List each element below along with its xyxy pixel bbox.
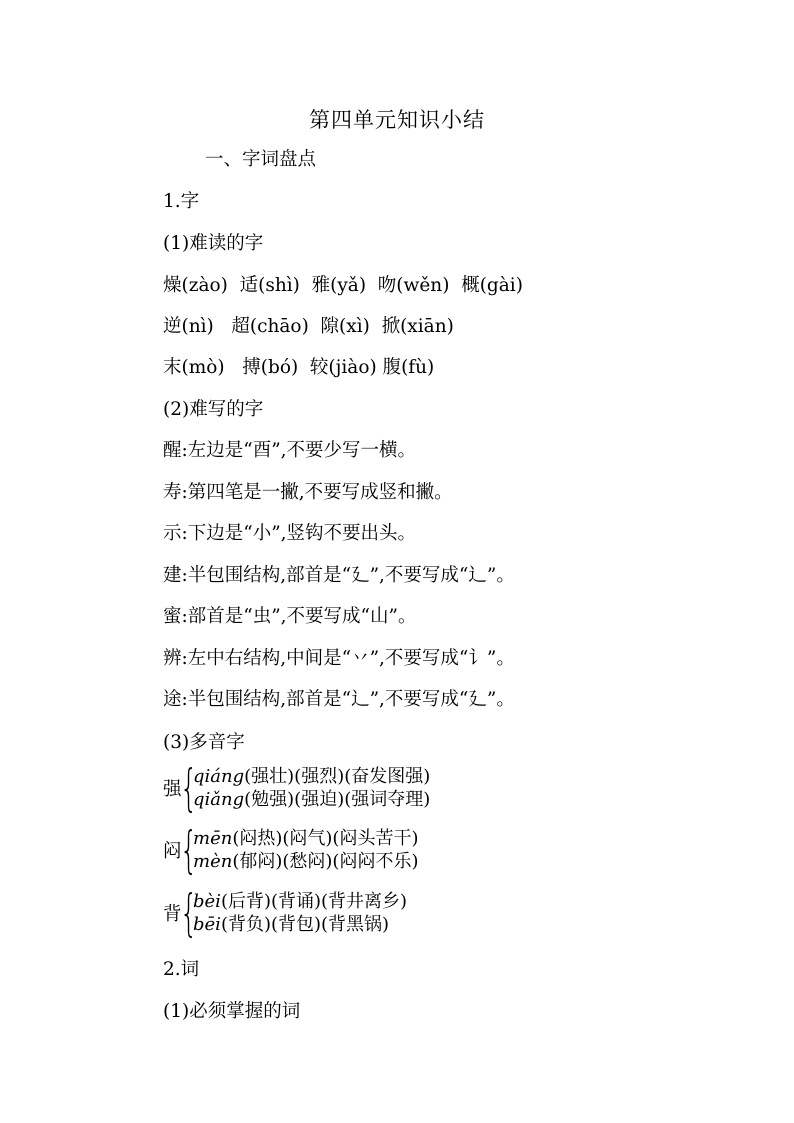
write-item: 示:下边是“小”,竖钩不要出头。 xyxy=(163,523,417,544)
subheading-characters: 1.字 xyxy=(163,191,200,212)
example-words: (强壮)(强烈)(奋发图强) xyxy=(244,766,431,787)
read-line: 燥(zào) 适(shì) 雅(yǎ) 吻(wěn) 概(gài) xyxy=(163,275,523,296)
subheading-hard-to-read: (1)难读的字 xyxy=(163,233,264,254)
polyphone-reading xyxy=(193,766,430,788)
example-words: (闷热)(闷气)(闷头苦干) xyxy=(232,828,419,849)
polyphone-reading xyxy=(193,789,430,811)
section-heading: 一、字词盘点 xyxy=(205,149,317,170)
write-item: 醒:左边是“酉”,不要少写一横。 xyxy=(163,440,417,461)
write-item: 建:半包围结构,部首是“廴”,不要写成“辶”。 xyxy=(163,565,515,586)
write-item: 辨:左中右结构,中间是“丷”,不要写成“讠”。 xyxy=(163,648,515,669)
write-item: 蜜:部首是“虫”,不要写成“山”。 xyxy=(163,606,417,627)
polyphone-reading xyxy=(193,891,407,913)
pinyin: bēi xyxy=(193,914,221,935)
polyphone-char: 背 xyxy=(163,904,182,925)
example-words: (后背)(背诵)(背井离乡) xyxy=(220,891,408,912)
example-words: (背负)(背包)(背黑锅) xyxy=(220,914,390,935)
brace-icon: { xyxy=(180,884,198,942)
brace-icon: { xyxy=(180,759,198,817)
write-item: 途:半包围结构,部首是“辶”,不要写成“廴”。 xyxy=(163,689,515,710)
polyphone-reading xyxy=(193,851,418,873)
page-title: 第四单元知识小结 xyxy=(309,108,485,132)
example-words: (郁闷)(愁闷)(闷闷不乐) xyxy=(232,851,419,872)
pinyin: bèi xyxy=(193,891,221,912)
polyphone-reading xyxy=(193,914,389,936)
polyphone-char: 闷 xyxy=(163,841,182,862)
read-line: 末(mò) 搏(bó) 较(jiào) 腹(fù) xyxy=(163,357,435,378)
polyphone-reading xyxy=(193,828,418,850)
example-words: (勉强)(强迫)(强词夺理) xyxy=(244,789,431,810)
brace-icon: { xyxy=(180,821,198,879)
pinyin: qiǎng xyxy=(193,789,245,810)
read-line: 逆(nì) 超(chāo) 隙(xì) 掀(xiān) xyxy=(163,316,454,337)
subheading-polyphones: (3)多音字 xyxy=(163,732,245,753)
subheading-words: 2.词 xyxy=(163,959,200,980)
pinyin: mēn xyxy=(193,828,233,849)
pinyin: mèn xyxy=(193,851,233,872)
write-item: 寿:第四笔是一撇,不要写成竖和撇。 xyxy=(163,482,453,503)
polyphone-char: 强 xyxy=(163,779,182,800)
subheading-hard-to-write: (2)难写的字 xyxy=(163,399,264,420)
subheading-must-master-words: (1)必须掌握的词 xyxy=(163,1001,301,1022)
pinyin: qiáng xyxy=(193,766,245,787)
